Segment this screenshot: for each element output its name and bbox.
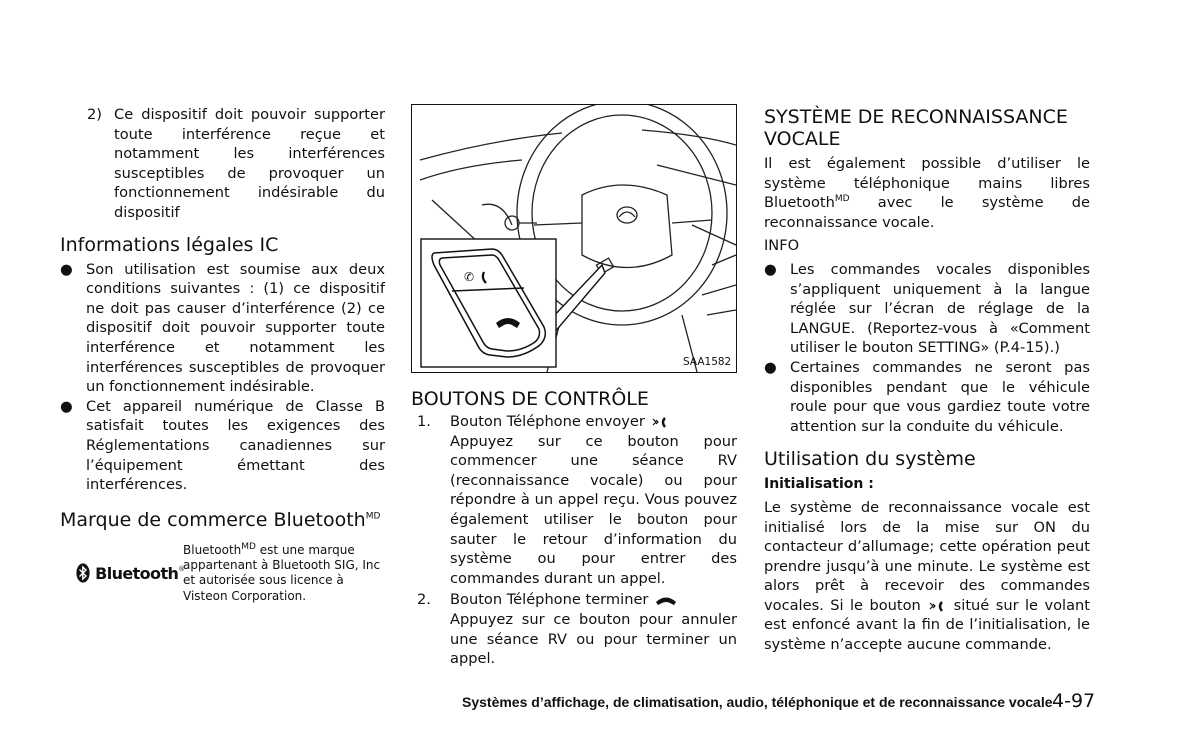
intro-text-a: Il est également possible d’utiliser le système téléphonique mains libres Bluetooth <box>764 155 1090 212</box>
column-right <box>764 106 1090 655</box>
bullet-text: Les commandes vocales disponibles s’appliquent uniquement à la langue réglée sur l’écran de réglage de la LANGUE. (Reportez-vous à «Comment utiliser le bouton SETTING» (P.4-15).) <box>790 260 1090 357</box>
section-heading-voice-recognition: SYSTÈME DE RECONNAISSANCE VOCALE <box>764 106 1068 150</box>
trademark-text <box>183 543 383 604</box>
item-title: Bouton Téléphone terminer <box>450 591 649 609</box>
list-item <box>411 412 737 588</box>
item-number: 2. <box>417 591 431 609</box>
section-heading-trademark <box>60 509 385 531</box>
init-label: Initialisation : <box>764 476 874 493</box>
steering-wheel-figure <box>411 104 737 373</box>
bullet-dot: ● <box>764 260 777 278</box>
bullet-text: Cet appareil numérique de Classe B satisfait toutes les exigences des Réglementations canadiennes sur l’équipement émettant des interférences. <box>86 397 385 494</box>
bullet-dot: ● <box>764 358 777 376</box>
intro-text-b: avec le système de reconnaissance vocale. <box>764 194 1091 231</box>
trademark-text-sup: MD <box>241 541 256 552</box>
trademark-heading-text: Marque de commerce Bluetooth <box>60 508 366 531</box>
section-heading-usage: Utilisation du système <box>764 448 976 471</box>
phone-end-icon <box>653 594 679 606</box>
init-paragraph <box>764 498 1090 655</box>
bluetooth-logo: Bluetooth® <box>76 563 185 583</box>
item-text: Appuyez sur ce bouton pour commencer une séance RV (reconnaissance vocale) ou pour répondre à un appel reçu. Vous pouvez également utiliser le bouton pour sauter le retour d’information du système ou pour entrer des commandes durant un appel. <box>450 432 737 587</box>
footer-title: Systèmes d’affichage, de climatisation, audio, téléphonique et de reconnaissance vocale <box>462 694 1053 710</box>
bullet-dot: ● <box>60 397 73 415</box>
init-text-b: situé sur le volant est enfoncé avant la fin de l’initialisation, le système n’accepte aucune commande. <box>764 596 1090 654</box>
item-text: Ce dispositif doit pouvoir supporter toute interférence reçue et notamment les interférences susceptibles de provoquer un fonctionnement indésirable du dispositif <box>114 106 385 221</box>
intro-sup: MD <box>834 194 850 205</box>
legal-bullet-list <box>60 260 385 495</box>
init-text-a: Le système de reconnaissance vocale est initialisé lors de la mise sur ON du contacteur d’allumage; cette opération peut prendre jusqu’à une minute. Le système est alors prêt à recevoir des commandes vocales. Si le bouton <box>764 498 1090 614</box>
bluetooth-logo-text: Bluetooth <box>95 563 179 583</box>
column-left <box>60 105 385 603</box>
item-text: Appuyez sur ce bouton pour annuler une séance RV ou pour terminer un appel. <box>450 610 737 668</box>
page-number: 4-97 <box>1052 690 1096 712</box>
section-heading-controls: BOUTONS DE CONTRÔLE <box>411 388 649 410</box>
figure-code: SAA1582 <box>683 356 732 368</box>
bullet-dot: ● <box>60 260 73 278</box>
voice-phone-send-icon <box>650 415 670 429</box>
bullet-text: Son utilisation est soumise aux deux conditions suivantes : (1) ce dispositif ne doit pas causer d’interférence (2) ce dispositif doit pouvoir supporter toute interférence et notamment les interférences susceptibles de provoquer un fonctionnement indésirable. <box>86 260 385 396</box>
item-number: 2) <box>87 106 102 123</box>
trademark-text-b: est une marque appartenant à Bluetooth SIG, Inc et autorisée sous licence à Visteon Corporation. <box>183 542 381 603</box>
bullet-item <box>764 358 1090 436</box>
trademark-text-a: Bluetooth <box>183 542 242 557</box>
trademark-sup: MD <box>365 511 381 522</box>
column-middle <box>411 388 737 669</box>
steering-wheel-illustration <box>412 105 736 372</box>
info-label: INFO <box>764 237 800 255</box>
trademark-block <box>60 543 385 603</box>
bullet-item <box>764 260 1090 358</box>
list-item <box>60 105 385 223</box>
bullet-item <box>60 260 385 397</box>
bullet-item <box>60 397 385 495</box>
bluetooth-logo-icon <box>76 563 90 583</box>
item-number: 1. <box>417 413 431 430</box>
list-item <box>411 590 737 668</box>
section-heading-legal: Informations légales IC <box>60 233 279 256</box>
svg-text:✆: ✆ <box>464 270 475 284</box>
intro-paragraph <box>764 154 1090 232</box>
info-bullet-list <box>764 260 1090 436</box>
bullet-text: Certaines commandes ne seront pas disponibles pendant que le véhicule roule pour que vous gardiez toute votre attention sur la conduite du véhicule. <box>790 358 1090 435</box>
item-title: Bouton Téléphone envoyer <box>450 413 645 430</box>
voice-phone-send-icon <box>927 599 947 613</box>
